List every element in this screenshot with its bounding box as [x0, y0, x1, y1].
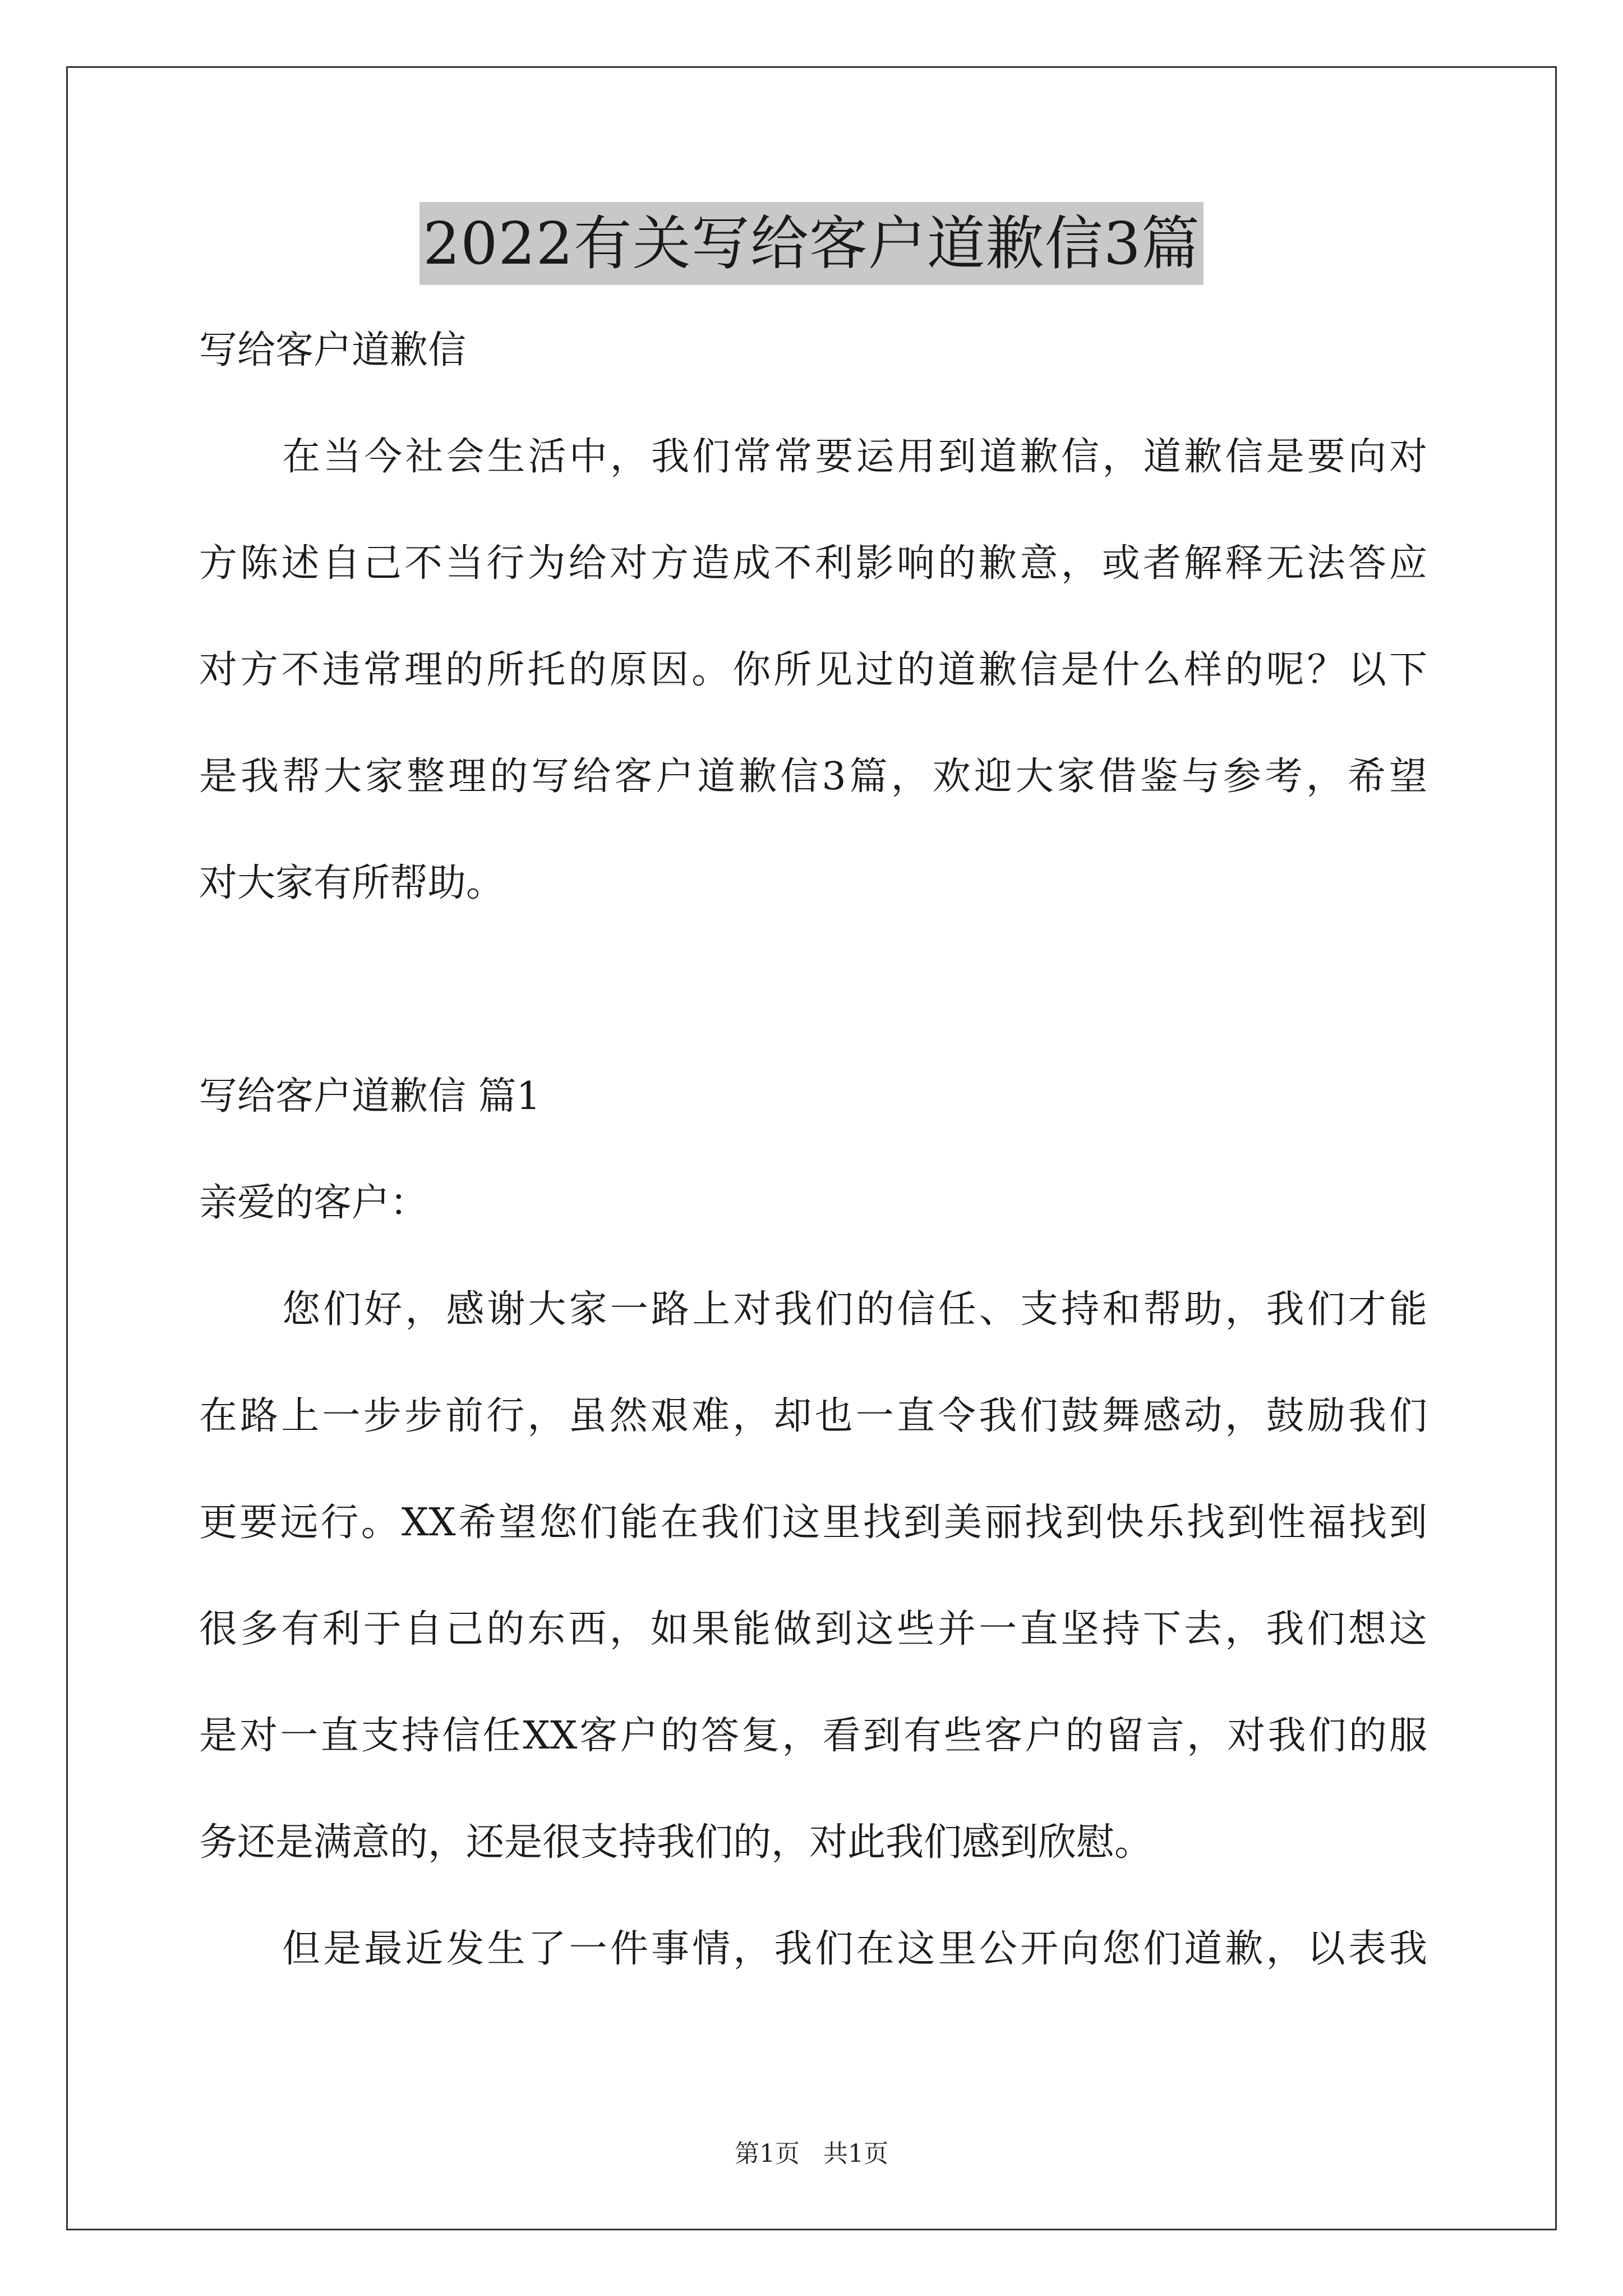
paragraph-line: 对方不违常理的所托的原因。你所见过的道歉信是什么样的呢？以下	[199, 648, 1427, 692]
page-border	[66, 66, 1557, 2230]
paragraph-line: 在路上一步步前行，虽然艰难，却也一直令我们鼓舞感动，鼓励我们	[199, 1394, 1427, 1438]
paragraph-line: 是对一直支持信任XX客户的答复，看到有些客户的留言，对我们的服	[199, 1714, 1427, 1758]
salutation: 亲爱的客户：	[199, 1181, 428, 1225]
section-heading: 写给客户道歉信	[199, 328, 467, 372]
page-footer	[0, 2137, 1623, 2171]
paragraph-line: 更要远行。XX希望您们能在我们这里找到美丽找到快乐找到性福找到	[199, 1501, 1427, 1545]
paragraph-line: 方陈述自己不当行为给对方造成不利影响的歉意，或者解释无法答应	[199, 541, 1427, 586]
paragraph-line: 务还是满意的，还是很支持我们的，对此我们感到欣慰。	[199, 1820, 1153, 1865]
paragraph-line: 是我帮大家整理的写给客户道歉信3篇，欢迎大家借鉴与参考，希望	[199, 754, 1427, 799]
page-number: 第1页	[735, 2139, 800, 2168]
paragraph-line: 但是最近发生了一件事情，我们在这里公开向您们道歉，以表我	[282, 1927, 1427, 1971]
title-container	[0, 202, 1623, 285]
document-title: 2022有关写给客户道歉信3篇	[419, 202, 1204, 285]
paragraph-line: 很多有利于自己的东西，如果能做到这些并一直坚持下去，我们想这	[199, 1607, 1427, 1651]
letter-heading: 写给客户道歉信 篇1	[199, 1074, 541, 1119]
paragraph-line: 对大家有所帮助。	[199, 861, 505, 905]
paragraph-line: 您们好，感谢大家一路上对我们的信任、支持和帮助，我们才能	[282, 1287, 1427, 1332]
paragraph-line: 在当今社会生活中，我们常常要运用到道歉信，道歉信是要向对	[282, 435, 1427, 479]
page-total: 共1页	[823, 2139, 888, 2168]
